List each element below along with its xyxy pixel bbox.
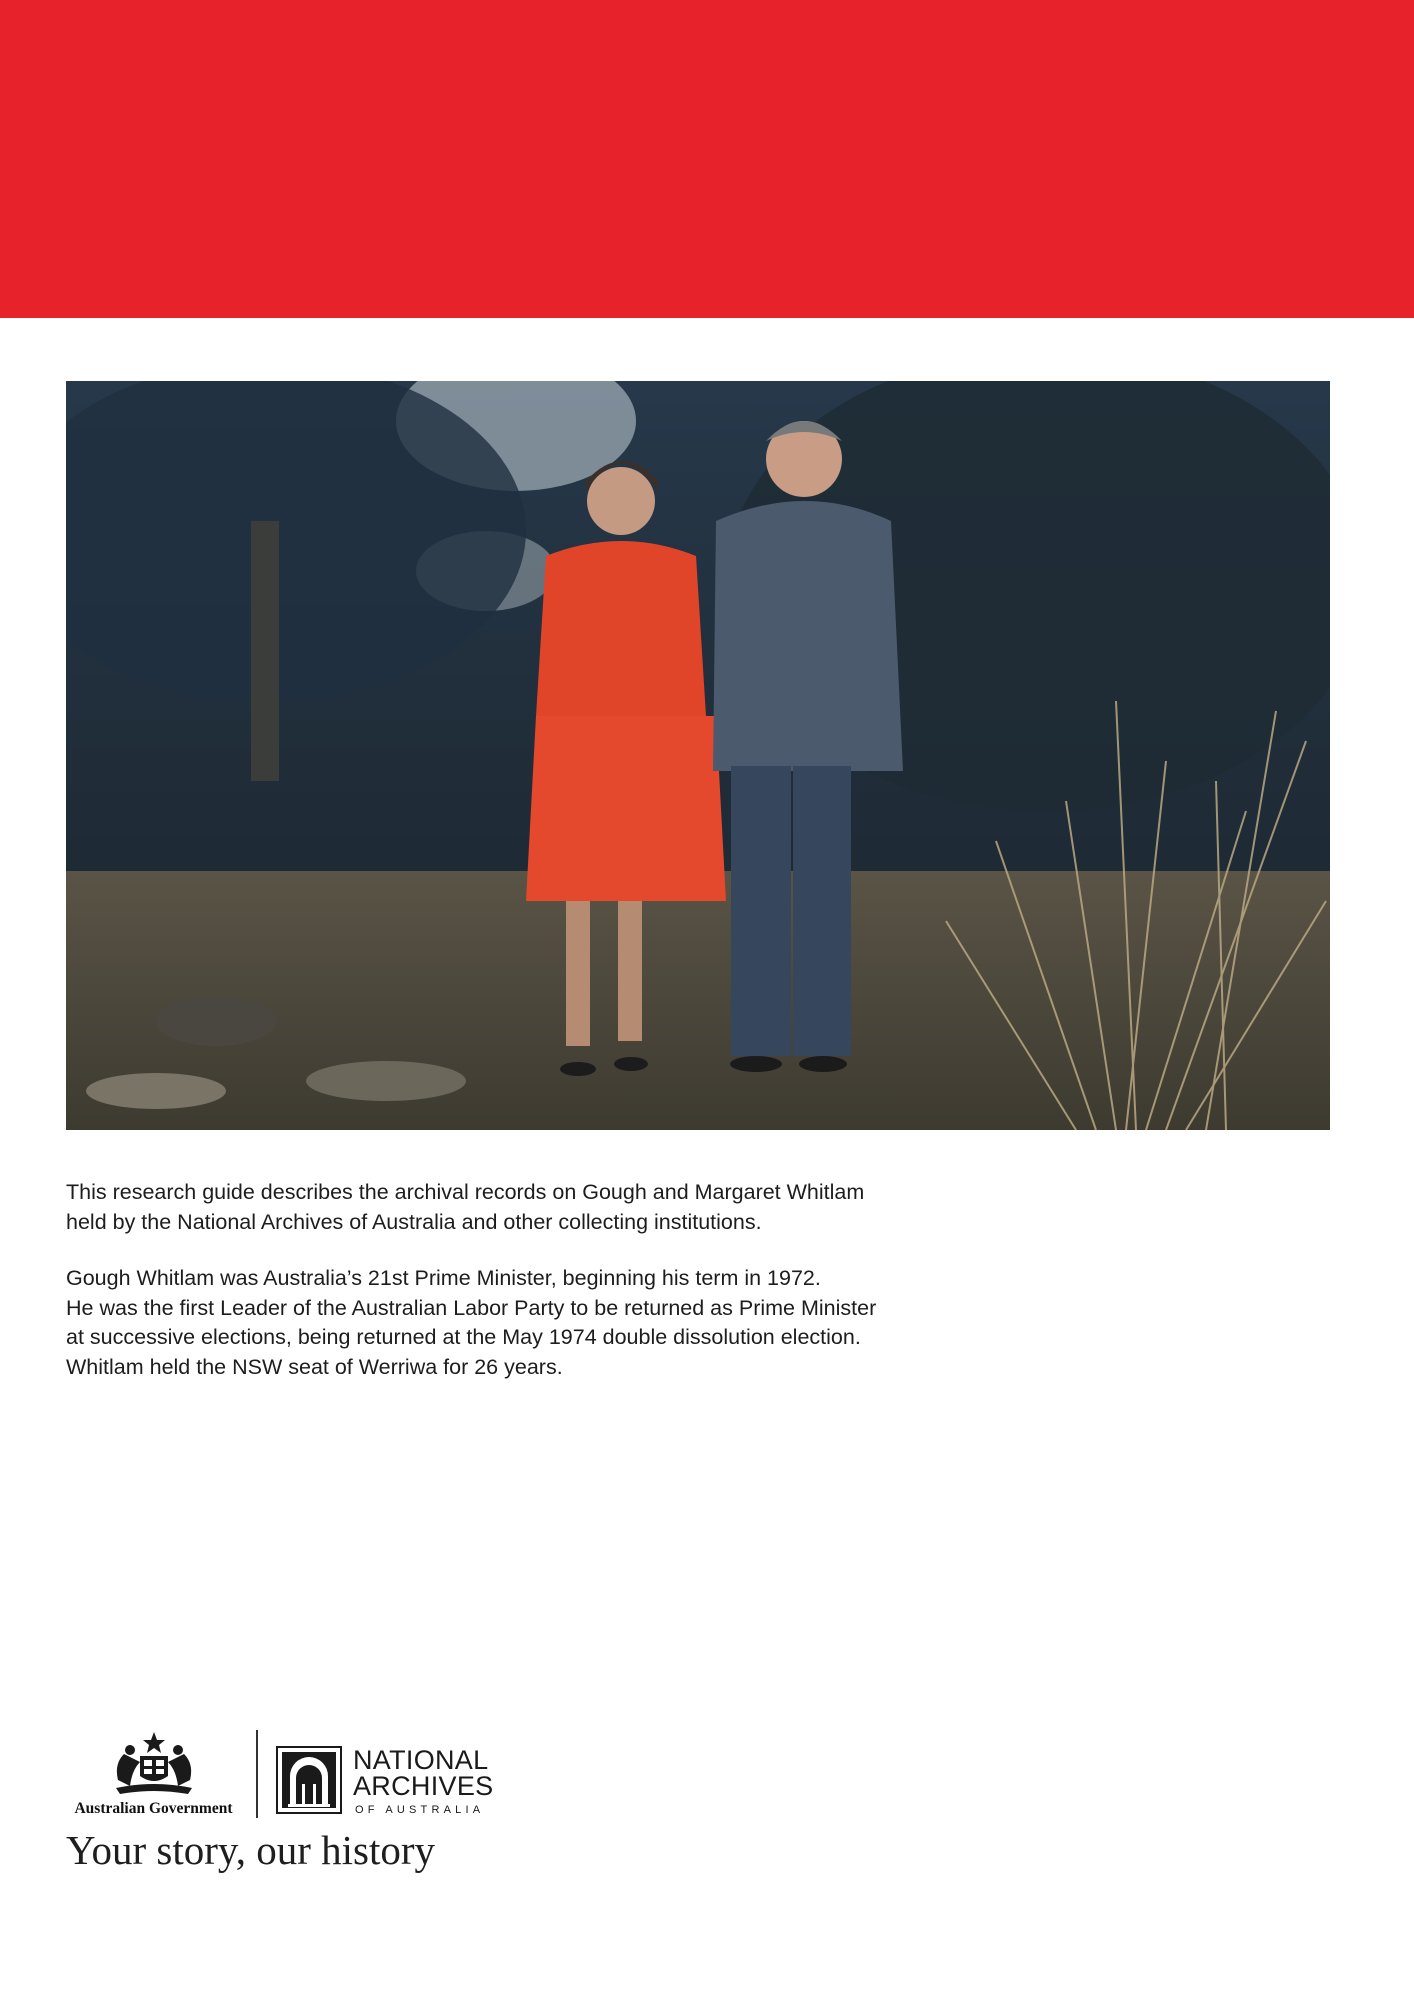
intro-paragraph-2: Gough Whitlam was Australia’s 21st Prime Minister, beginning his term in 1972. He was the first Leader of the Australian Labor Party to be returned as Prime Minister at successive elections, being returned at the May 1974 double dissolution election. Whitlam held the NSW seat of Werriwa for 26 years. xyxy=(66,1266,877,1379)
footer-logos xyxy=(66,1728,516,1888)
archives-name-line-2: ARCHIVES xyxy=(353,1771,494,1801)
archives-name-line-1: NATIONAL xyxy=(353,1745,489,1775)
whitlam-photo xyxy=(66,381,1330,1130)
photo-illustration xyxy=(66,381,1330,1130)
intro-text xyxy=(66,1178,1006,1409)
tagline: Your story, our history xyxy=(66,1827,436,1873)
intro-paragraph-1: This research guide describes the archival records on Gough and Margaret Whitlam held by the National Archives of Australia and other collecting institutions. xyxy=(66,1180,865,1234)
red-banner xyxy=(0,0,1414,318)
australian-government-logo xyxy=(66,1728,241,1824)
archives-name-line-3: OF AUSTRALIA xyxy=(355,1804,485,1816)
government-label: Australian Government xyxy=(74,1800,233,1817)
coat-of-arms-icon xyxy=(106,1728,202,1798)
archives-arch-icon xyxy=(276,1746,342,1814)
logo-divider xyxy=(256,1730,258,1818)
